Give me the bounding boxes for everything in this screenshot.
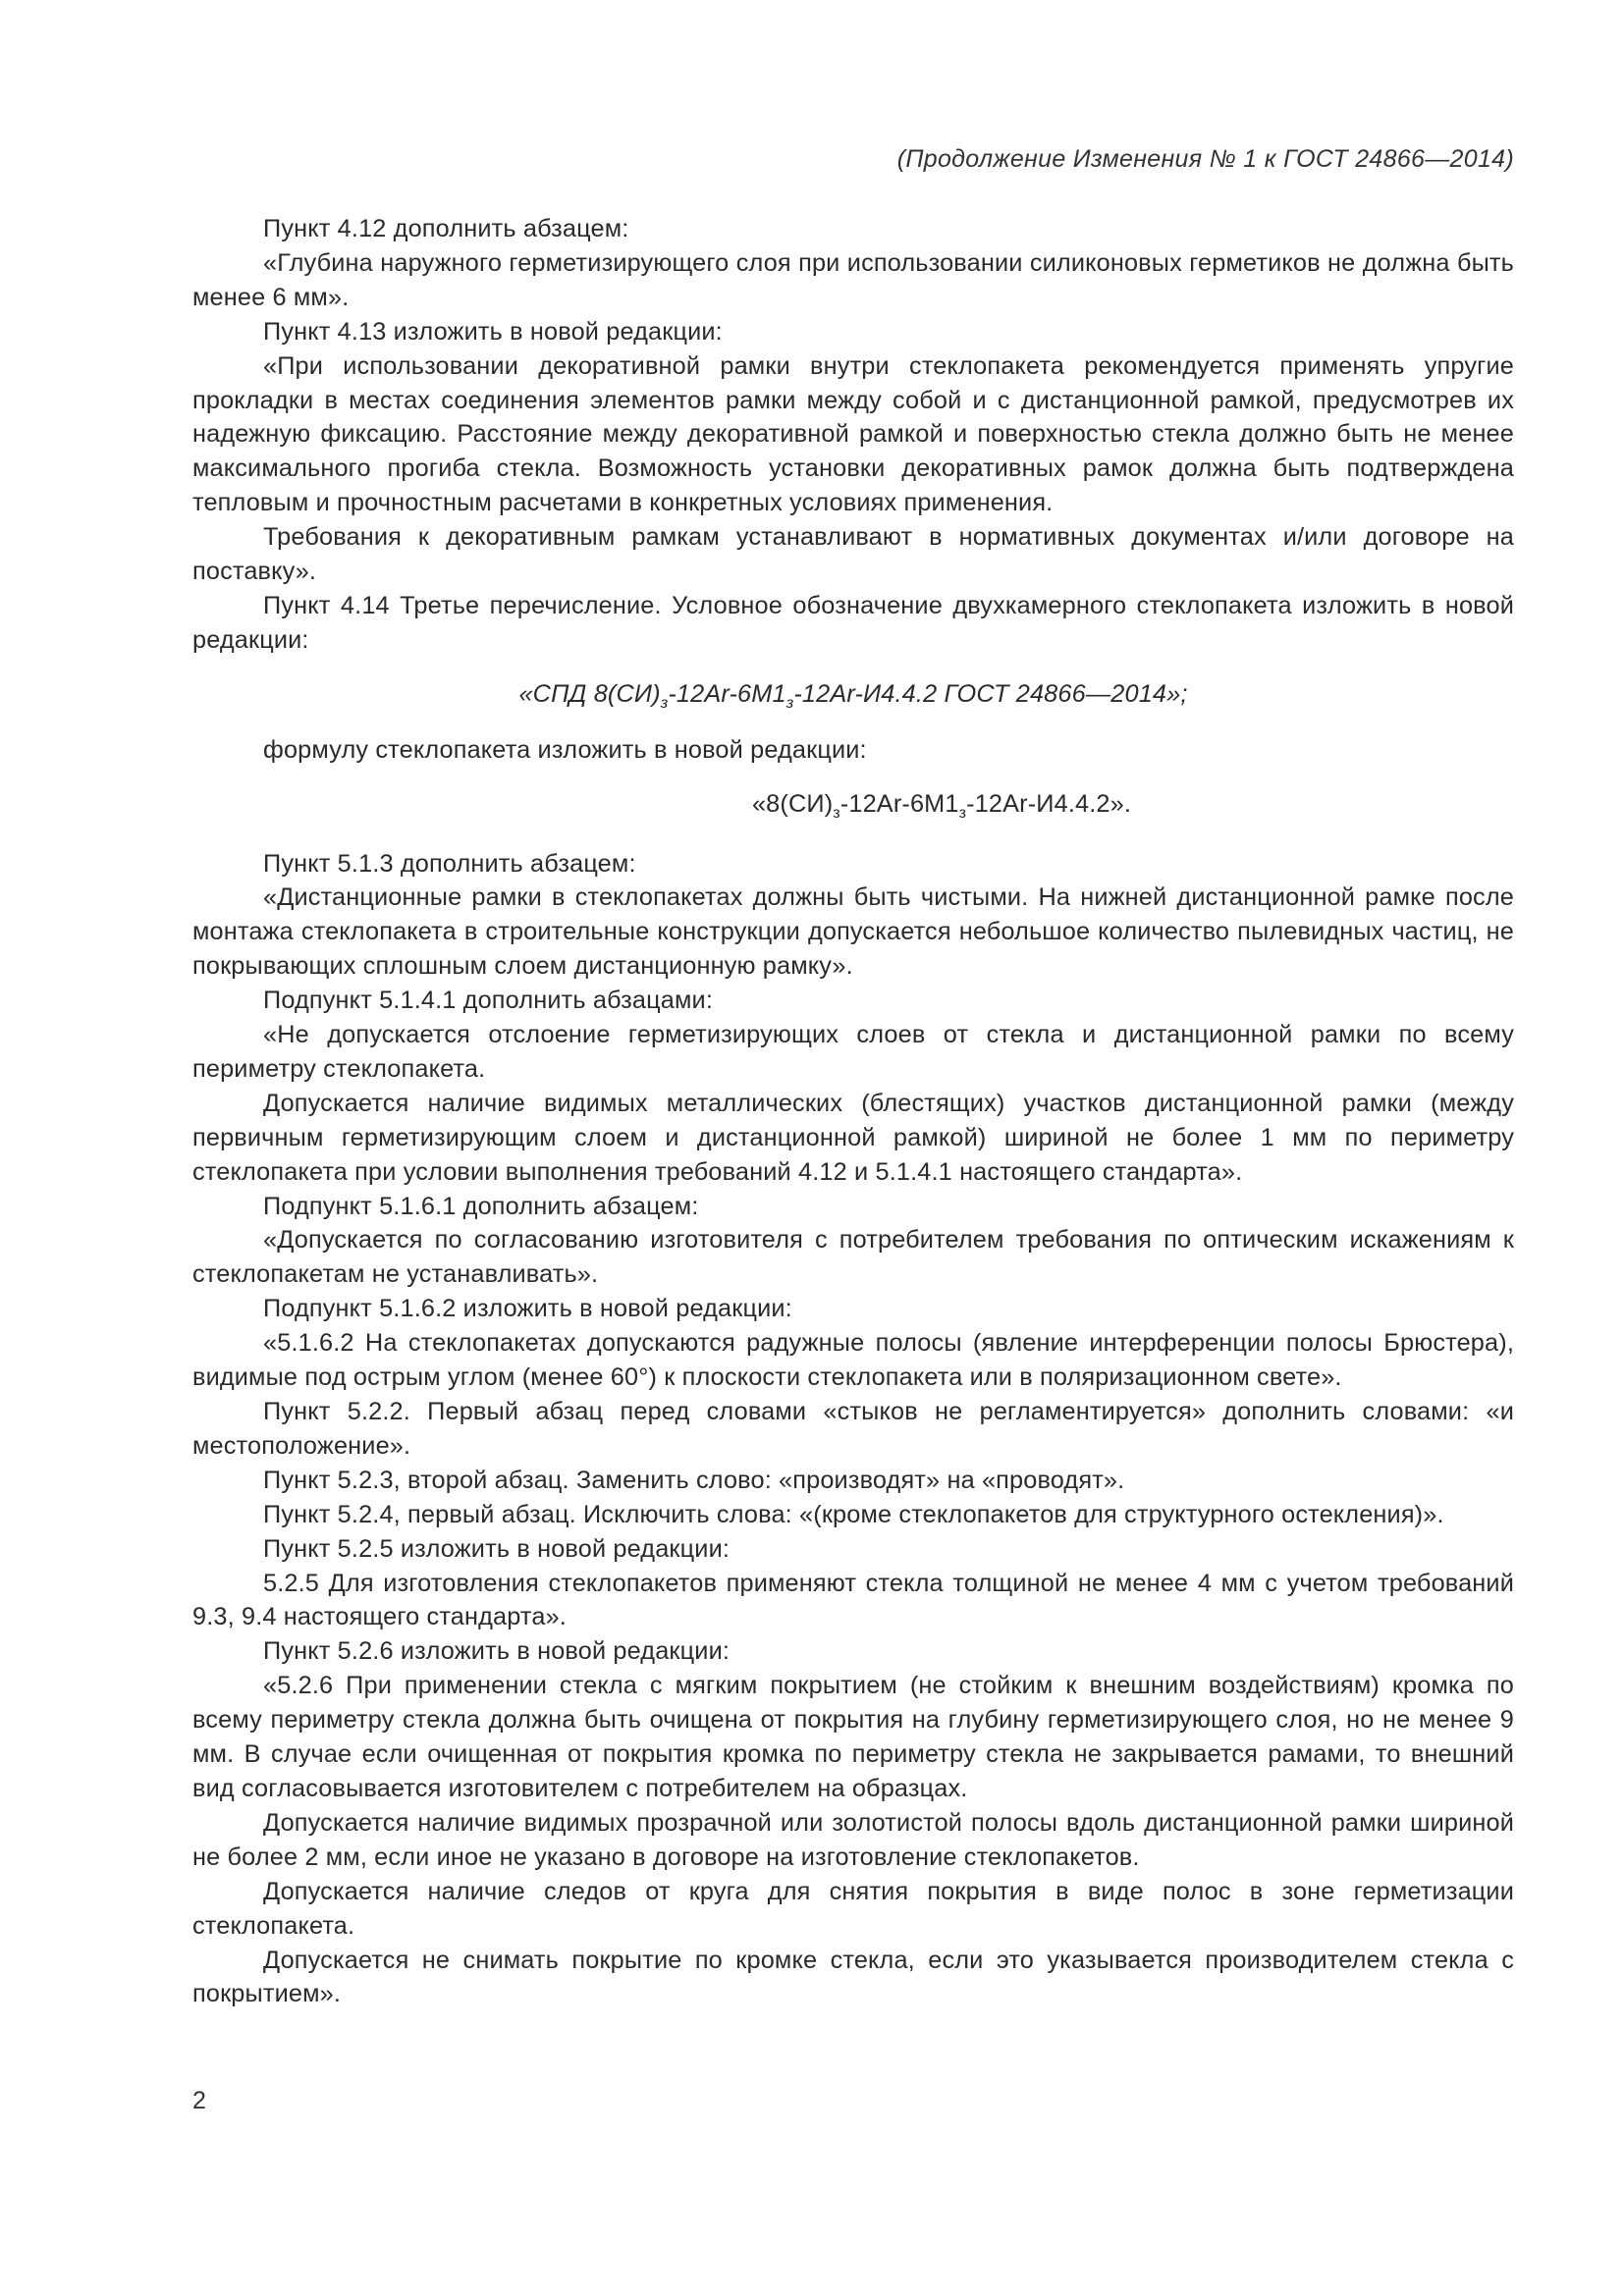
paragraph: Подпункт 5.1.6.1 дополнить абзацем: (263, 1192, 699, 1220)
formula-part: -12Ar-И4.4.2 ГОСТ 24866—2014»; (793, 679, 1188, 708)
paragraph: Пункт 5.1.3 дополнить абзацем: (263, 849, 636, 878)
formula-subscript: з (785, 694, 794, 712)
paragraph: «5.2.6 При применении стекла с мягким покрытием (не стойким к внешним воздействиям) кромка по всему периметру стекла должна быть очищена от покрытия на глубину герметизирующего слоя, но не менее 9 мм. В случае если очищенная от покрытия кромка по периметру стекла не закрывается рамами, то внешний вид согласовывается изготовителем с потребителем на образцах. (192, 1672, 1514, 1802)
paragraph: Пункт 5.2.3, второй абзац. Заменить слово: «производят» на «проводят». (263, 1466, 1125, 1494)
paragraph: Подпункт 5.1.6.2 изложить в новой редакции: (263, 1295, 792, 1323)
paragraph: 5.2.5 Для изготовления стеклопакетов применяют стекла толщиной не менее 4 мм с учетом требований 9.3, 9.4 настоящего стандарта». (192, 1569, 1514, 1631)
paragraph: Пункт 4.12 дополнить абзацем: (263, 215, 629, 242)
paragraph: формулу стеклопакета изложить в новой редакции: (263, 735, 867, 764)
paragraph: Пункт 5.2.4, первый абзац. Исключить слова: «(кроме стеклопакетов для структурного остекления)». (263, 1500, 1444, 1528)
paragraph: Пункт 4.13 изложить в новой редакции: (263, 317, 723, 346)
paragraph: «5.1.6.2 На стеклопакетах допускаются радужные полосы (явление интерференции полосы Брюстера), видимые под острым углом (менее 60°) к плоскости стеклопакета или в поляризационном свете». (192, 1329, 1514, 1392)
formula-part: -12Ar-6М1 (668, 679, 786, 708)
paragraph: Требования к декоративным рамкам устанавливают в нормативных документах и/или договоре на поставку». (192, 523, 1514, 586)
formula-part: -12Ar-И4.4.2». (966, 789, 1132, 818)
paragraph: Пункт 5.2.2. Первый абзац перед словами «стыков не регламентируется» дополнить словами: «и местоположение». (192, 1398, 1514, 1460)
paragraph: Пункт 4.14 Третье перечисление. Условное обозначение двухкамерного стеклопакета изложить в новой редакции: (192, 591, 1514, 654)
paragraph: Допускается наличие следов от круга для снятия покрытия в виде полос в зоне герметизации стеклопакета. (192, 1877, 1514, 1940)
formula-part: «8(СИ) (751, 789, 834, 818)
paragraph: Пункт 5.2.6 изложить в новой редакции: (263, 1637, 731, 1666)
formula-designation (192, 677, 1514, 712)
paragraph: Допускается наличие видимых прозрачной или золотистой полосы вдоль дистанционной рамки шириной не более 2 мм, если иное не указано в договоре на изготовление стеклопакетов. (192, 1808, 1514, 1871)
formula-part: -12Ar-6М1 (839, 789, 959, 818)
paragraph: Допускается не снимать покрытие по кромке стекла, если это указывается производителем стекла с покрытием». (192, 1946, 1514, 2008)
document-body (192, 212, 1514, 2011)
paragraph: Допускается наличие видимых металлических (блестящих) участков дистанционной рамки (между первичным герметизирующим слоем и дистанционной рамкой) шириной не более 1 мм по периметру стеклопакета при условии выполнения требований 4.12 и 5.1.4.1 настоящего стандарта». (192, 1089, 1514, 1186)
paragraph: Подпункт 5.1.4.1 дополнить абзацами: (263, 987, 714, 1015)
paragraph: «Дистанционные рамки в стеклопакетах должны быть чистыми. На нижней дистанционной рамке после монтажа стеклопакета в строительные конструкции допускается небольшое количество пылевидных частиц, не покрывающих сплошным слоем дистанционную рамку». (192, 883, 1514, 981)
page-number: 2 (192, 2087, 206, 2114)
formula-glazing (192, 787, 1514, 822)
paragraph: «Допускается по согласованию изготовителя с потребителем требования по оптическим искажениям к стеклопакетам не устанавливать». (192, 1226, 1514, 1289)
formula-subscript: з (833, 804, 840, 822)
formula-subscript: з (958, 804, 967, 822)
formula-subscript: з (660, 694, 669, 712)
paragraph: Пункт 5.2.5 изложить в новой редакции: (263, 1534, 731, 1563)
paragraph: «Глубина наружного герметизирующего слоя при использовании силиконовых герметиков не должна быть менее 6 мм». (192, 248, 1514, 311)
paragraph: «Не допускается отслоение герметизирующих слоев от стекла и дистанционной рамки по всему периметру стеклопакета. (192, 1021, 1514, 1083)
paragraph: «При использовании декоративной рамки внутри стеклопакета рекомендуется применять упругие прокладки в местах соединения элементов рамки между собой и с дистанционной рамкой, предусмотрев их надежную фиксацию. Расстояние между декоративной рамкой и поверхностью стекла должно быть не менее максимального прогиба стекла. Возможность установки декоративных рамок должна быть подтверждена тепловым и прочностным расчетами в конкретных условиях применения. (192, 351, 1514, 517)
running-header: (Продолжение Изменения № 1 к ГОСТ 24866—2014) (896, 145, 1514, 173)
formula-part: «СПД 8(СИ) (518, 679, 661, 708)
